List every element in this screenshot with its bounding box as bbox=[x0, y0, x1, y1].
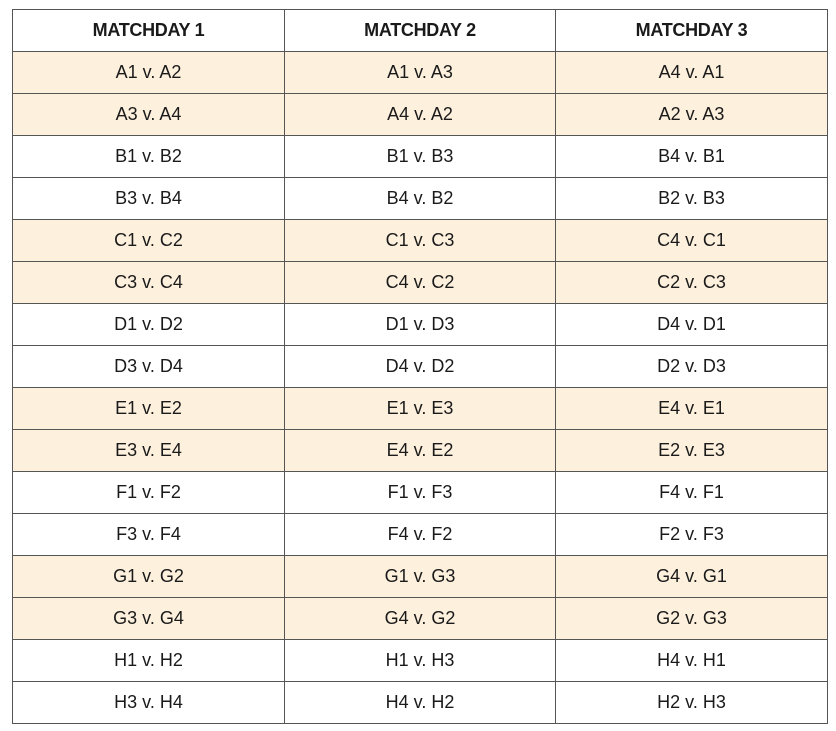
fixture-cell-matchday-3: E2 v. E3 bbox=[556, 430, 828, 472]
fixture-cell-matchday-2: E1 v. E3 bbox=[285, 388, 556, 430]
table-header bbox=[13, 10, 828, 52]
fixture-cell-matchday-2: F4 v. F2 bbox=[285, 514, 556, 556]
fixture-cell-matchday-1: F3 v. F4 bbox=[13, 514, 285, 556]
fixture-cell-matchday-3: B2 v. B3 bbox=[556, 178, 828, 220]
header-matchday-3: MATCHDAY 3 bbox=[556, 10, 828, 52]
table-row bbox=[13, 262, 828, 304]
fixture-cell-matchday-3: F2 v. F3 bbox=[556, 514, 828, 556]
fixture-cell-matchday-1: A3 v. A4 bbox=[13, 94, 285, 136]
table-row bbox=[13, 388, 828, 430]
fixture-cell-matchday-1: D3 v. D4 bbox=[13, 346, 285, 388]
fixture-cell-matchday-1: H3 v. H4 bbox=[13, 682, 285, 724]
fixture-cell-matchday-3: H4 v. H1 bbox=[556, 640, 828, 682]
header-row bbox=[13, 10, 828, 52]
fixture-cell-matchday-2: A1 v. A3 bbox=[285, 52, 556, 94]
header-matchday-1: MATCHDAY 1 bbox=[13, 10, 285, 52]
fixture-cell-matchday-3: F4 v. F1 bbox=[556, 472, 828, 514]
table-row bbox=[13, 304, 828, 346]
fixture-cell-matchday-2: E4 v. E2 bbox=[285, 430, 556, 472]
header-matchday-2: MATCHDAY 2 bbox=[285, 10, 556, 52]
table-row bbox=[13, 514, 828, 556]
fixture-cell-matchday-2: C1 v. C3 bbox=[285, 220, 556, 262]
fixture-cell-matchday-1: F1 v. F2 bbox=[13, 472, 285, 514]
table-row bbox=[13, 640, 828, 682]
fixture-cell-matchday-2: B1 v. B3 bbox=[285, 136, 556, 178]
table-row bbox=[13, 94, 828, 136]
fixture-cell-matchday-1: E3 v. E4 bbox=[13, 430, 285, 472]
fixture-cell-matchday-1: G3 v. G4 bbox=[13, 598, 285, 640]
fixture-cell-matchday-3: E4 v. E1 bbox=[556, 388, 828, 430]
fixture-cell-matchday-1: B3 v. B4 bbox=[13, 178, 285, 220]
table-row bbox=[13, 598, 828, 640]
table-body bbox=[13, 52, 828, 724]
fixture-cell-matchday-3: G2 v. G3 bbox=[556, 598, 828, 640]
table-row bbox=[13, 472, 828, 514]
fixture-cell-matchday-2: A4 v. A2 bbox=[285, 94, 556, 136]
fixture-cell-matchday-3: C4 v. C1 bbox=[556, 220, 828, 262]
fixture-cell-matchday-2: C4 v. C2 bbox=[285, 262, 556, 304]
table-row bbox=[13, 682, 828, 724]
fixture-cell-matchday-2: B4 v. B2 bbox=[285, 178, 556, 220]
fixture-cell-matchday-1: G1 v. G2 bbox=[13, 556, 285, 598]
table-row bbox=[13, 136, 828, 178]
table-row bbox=[13, 556, 828, 598]
table-row bbox=[13, 220, 828, 262]
fixture-cell-matchday-1: H1 v. H2 bbox=[13, 640, 285, 682]
fixture-cell-matchday-2: H4 v. H2 bbox=[285, 682, 556, 724]
fixture-cell-matchday-1: C3 v. C4 bbox=[13, 262, 285, 304]
table-row bbox=[13, 52, 828, 94]
fixture-cell-matchday-2: G1 v. G3 bbox=[285, 556, 556, 598]
fixture-cell-matchday-3: A4 v. A1 bbox=[556, 52, 828, 94]
fixture-cell-matchday-3: C2 v. C3 bbox=[556, 262, 828, 304]
table-row bbox=[13, 178, 828, 220]
table-row bbox=[13, 346, 828, 388]
fixture-cell-matchday-1: D1 v. D2 bbox=[13, 304, 285, 346]
fixture-cell-matchday-2: F1 v. F3 bbox=[285, 472, 556, 514]
fixture-cell-matchday-3: B4 v. B1 bbox=[556, 136, 828, 178]
fixture-cell-matchday-3: H2 v. H3 bbox=[556, 682, 828, 724]
fixture-cell-matchday-2: H1 v. H3 bbox=[285, 640, 556, 682]
fixture-cell-matchday-3: G4 v. G1 bbox=[556, 556, 828, 598]
fixture-cell-matchday-3: D4 v. D1 bbox=[556, 304, 828, 346]
fixture-cell-matchday-3: D2 v. D3 bbox=[556, 346, 828, 388]
matchday-schedule-table bbox=[12, 9, 828, 724]
fixture-cell-matchday-3: A2 v. A3 bbox=[556, 94, 828, 136]
fixture-cell-matchday-1: C1 v. C2 bbox=[13, 220, 285, 262]
fixture-cell-matchday-1: A1 v. A2 bbox=[13, 52, 285, 94]
fixture-cell-matchday-1: B1 v. B2 bbox=[13, 136, 285, 178]
fixture-cell-matchday-2: G4 v. G2 bbox=[285, 598, 556, 640]
fixture-cell-matchday-1: E1 v. E2 bbox=[13, 388, 285, 430]
table-row bbox=[13, 430, 828, 472]
fixture-cell-matchday-2: D4 v. D2 bbox=[285, 346, 556, 388]
fixture-cell-matchday-2: D1 v. D3 bbox=[285, 304, 556, 346]
